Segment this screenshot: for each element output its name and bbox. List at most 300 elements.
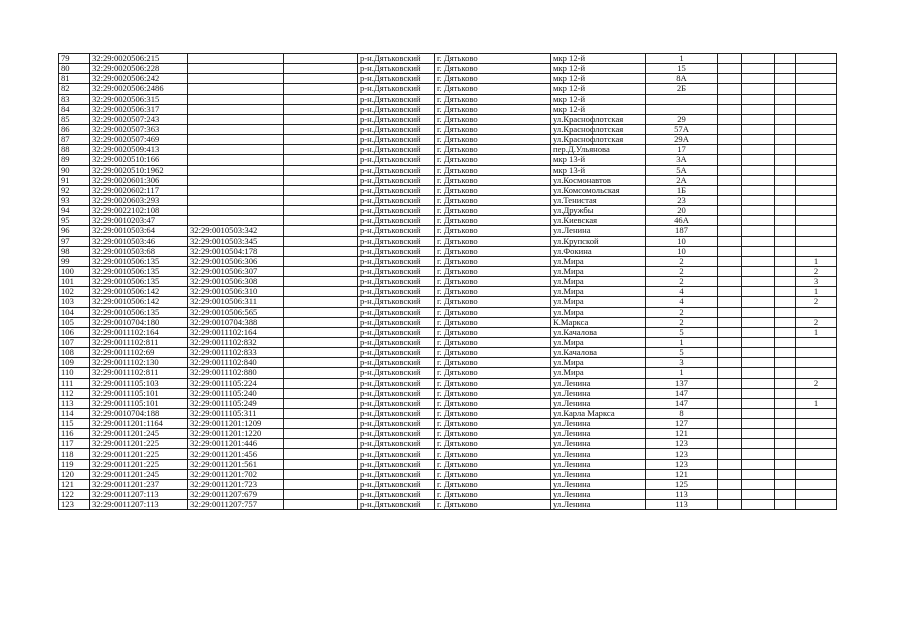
row-number-cell: 103 bbox=[59, 297, 90, 307]
object-cadastral-number-cell bbox=[188, 124, 284, 134]
building-cell bbox=[718, 94, 742, 104]
table-row bbox=[59, 327, 837, 337]
cadastral-number-cell: 32:29:0010704:188 bbox=[90, 408, 188, 418]
part-cell bbox=[775, 358, 796, 368]
part-cell bbox=[775, 449, 796, 459]
structure-cell bbox=[742, 459, 775, 469]
cadastral-number-cell: 32:29:0011105:101 bbox=[90, 388, 188, 398]
part-cell bbox=[775, 368, 796, 378]
cadastral-number-cell: 32:29:0011201:225 bbox=[90, 439, 188, 449]
structure-cell bbox=[742, 195, 775, 205]
row-number-cell: 88 bbox=[59, 145, 90, 155]
building-cell bbox=[718, 317, 742, 327]
street-cell: ул.Ленина bbox=[551, 226, 646, 236]
settlement-cell: г. Дятьково bbox=[435, 307, 551, 317]
district-cell: р-н.Дятьковский bbox=[358, 459, 435, 469]
structure-cell bbox=[742, 317, 775, 327]
apartment-number-cell bbox=[796, 348, 837, 358]
table-row bbox=[59, 256, 837, 266]
structure-cell bbox=[742, 206, 775, 216]
object-cadastral-number-cell: 32:29:0011105:240 bbox=[188, 388, 284, 398]
table-row bbox=[59, 378, 837, 388]
object-cadastral-number-cell: 32:29:0011102:840 bbox=[188, 358, 284, 368]
structure-cell bbox=[742, 246, 775, 256]
structure-cell bbox=[742, 398, 775, 408]
district-cell: р-н.Дятьковский bbox=[358, 246, 435, 256]
part-cell bbox=[775, 388, 796, 398]
house-number-cell: 121 bbox=[646, 429, 718, 439]
table-row bbox=[59, 246, 837, 256]
row-number-cell: 101 bbox=[59, 277, 90, 287]
cadastral-number-cell: 32:29:0022102:108 bbox=[90, 206, 188, 216]
street-cell: ул.Ленина bbox=[551, 378, 646, 388]
part-cell bbox=[775, 185, 796, 195]
structure-cell bbox=[742, 175, 775, 185]
street-cell: ул.Комсомольская bbox=[551, 185, 646, 195]
row-number-cell: 105 bbox=[59, 317, 90, 327]
table-row bbox=[59, 348, 837, 358]
part-cell bbox=[775, 175, 796, 185]
apartment-number-cell bbox=[796, 124, 837, 134]
part-cell bbox=[775, 469, 796, 479]
table-row bbox=[59, 469, 837, 479]
apartment-number-cell bbox=[796, 307, 837, 317]
street-cell: ул.Мира bbox=[551, 358, 646, 368]
street-cell: ул.Киевская bbox=[551, 216, 646, 226]
building-cell bbox=[718, 246, 742, 256]
district-cell: р-н.Дятьковский bbox=[358, 317, 435, 327]
building-cell bbox=[718, 124, 742, 134]
settlement-cell: г. Дятьково bbox=[435, 337, 551, 347]
building-cell bbox=[718, 388, 742, 398]
row-number-cell: 79 bbox=[59, 54, 90, 64]
settlement-cell: г. Дятьково bbox=[435, 459, 551, 469]
part-cell bbox=[775, 84, 796, 94]
district-cell: р-н.Дятьковский bbox=[358, 419, 435, 429]
building-cell bbox=[718, 114, 742, 124]
apartment-number-cell bbox=[796, 155, 837, 165]
building-cell bbox=[718, 287, 742, 297]
house-number-cell: 2 bbox=[646, 266, 718, 276]
apartment-number-cell bbox=[796, 145, 837, 155]
extra-field-cell bbox=[284, 104, 358, 114]
district-cell: р-н.Дятьковский bbox=[358, 449, 435, 459]
extra-field-cell bbox=[284, 378, 358, 388]
house-number-cell: 2Б bbox=[646, 84, 718, 94]
house-number-cell: 123 bbox=[646, 449, 718, 459]
district-cell: р-н.Дятьковский bbox=[358, 378, 435, 388]
house-number-cell: 17 bbox=[646, 145, 718, 155]
building-cell bbox=[718, 266, 742, 276]
cadastral-number-cell: 32:29:0010506:142 bbox=[90, 297, 188, 307]
extra-field-cell bbox=[284, 195, 358, 205]
table-row bbox=[59, 277, 837, 287]
table-row bbox=[59, 459, 837, 469]
cadastral-number-cell: 32:29:0010506:135 bbox=[90, 256, 188, 266]
district-cell: р-н.Дятьковский bbox=[358, 54, 435, 64]
part-cell bbox=[775, 408, 796, 418]
apartment-number-cell bbox=[796, 114, 837, 124]
street-cell: ул.Качалова bbox=[551, 327, 646, 337]
object-cadastral-number-cell bbox=[188, 104, 284, 114]
table-row bbox=[59, 500, 837, 510]
settlement-cell: г. Дятьково bbox=[435, 175, 551, 185]
apartment-number-cell bbox=[796, 104, 837, 114]
part-cell bbox=[775, 155, 796, 165]
object-cadastral-number-cell: 32:29:0010503:342 bbox=[188, 226, 284, 236]
table-row bbox=[59, 236, 837, 246]
extra-field-cell bbox=[284, 469, 358, 479]
extra-field-cell bbox=[284, 388, 358, 398]
building-cell bbox=[718, 429, 742, 439]
structure-cell bbox=[742, 236, 775, 246]
street-cell: ул.Ленина bbox=[551, 429, 646, 439]
cadastral-number-cell: 32:29:0010506:135 bbox=[90, 277, 188, 287]
table-row bbox=[59, 479, 837, 489]
object-cadastral-number-cell bbox=[188, 114, 284, 124]
extra-field-cell bbox=[284, 419, 358, 429]
object-cadastral-number-cell: 32:29:0011105:249 bbox=[188, 398, 284, 408]
building-cell bbox=[718, 358, 742, 368]
apartment-number-cell bbox=[796, 459, 837, 469]
building-cell bbox=[718, 408, 742, 418]
row-number-cell: 100 bbox=[59, 266, 90, 276]
row-number-cell: 104 bbox=[59, 307, 90, 317]
part-cell bbox=[775, 64, 796, 74]
cadastral-number-cell: 32:29:0011102:130 bbox=[90, 358, 188, 368]
cadastral-number-cell: 32:29:0011105:101 bbox=[90, 398, 188, 408]
object-cadastral-number-cell bbox=[188, 195, 284, 205]
extra-field-cell bbox=[284, 490, 358, 500]
row-number-cell: 112 bbox=[59, 388, 90, 398]
building-cell bbox=[718, 54, 742, 64]
extra-field-cell bbox=[284, 165, 358, 175]
district-cell: р-н.Дятьковский bbox=[358, 297, 435, 307]
extra-field-cell bbox=[284, 439, 358, 449]
table-row bbox=[59, 94, 837, 104]
structure-cell bbox=[742, 124, 775, 134]
cadastral-number-cell: 32:29:0020506:242 bbox=[90, 74, 188, 84]
apartment-number-cell bbox=[796, 165, 837, 175]
table-row bbox=[59, 54, 837, 64]
building-cell bbox=[718, 337, 742, 347]
house-number-cell: 147 bbox=[646, 388, 718, 398]
structure-cell bbox=[742, 327, 775, 337]
settlement-cell: г. Дятьково bbox=[435, 348, 551, 358]
settlement-cell: г. Дятьково bbox=[435, 246, 551, 256]
street-cell: ул.Мира bbox=[551, 337, 646, 347]
part-cell bbox=[775, 337, 796, 347]
apartment-number-cell bbox=[796, 429, 837, 439]
table-row bbox=[59, 408, 837, 418]
part-cell bbox=[775, 236, 796, 246]
structure-cell bbox=[742, 277, 775, 287]
street-cell: мкр 13-й bbox=[551, 165, 646, 175]
cadastral-number-cell: 32:29:0020506:228 bbox=[90, 64, 188, 74]
structure-cell bbox=[742, 490, 775, 500]
row-number-cell: 87 bbox=[59, 135, 90, 145]
row-number-cell: 80 bbox=[59, 64, 90, 74]
structure-cell bbox=[742, 297, 775, 307]
object-cadastral-number-cell: 32:29:0010503:345 bbox=[188, 236, 284, 246]
table-row bbox=[59, 358, 837, 368]
extra-field-cell bbox=[284, 226, 358, 236]
house-number-cell: 1 bbox=[646, 337, 718, 347]
settlement-cell: г. Дятьково bbox=[435, 135, 551, 145]
table-row bbox=[59, 185, 837, 195]
house-number-cell: 2 bbox=[646, 307, 718, 317]
object-cadastral-number-cell bbox=[188, 185, 284, 195]
settlement-cell: г. Дятьково bbox=[435, 74, 551, 84]
building-cell bbox=[718, 84, 742, 94]
settlement-cell: г. Дятьково bbox=[435, 84, 551, 94]
cadastral-number-cell: 32:29:0020509:413 bbox=[90, 145, 188, 155]
structure-cell bbox=[742, 479, 775, 489]
row-number-cell: 90 bbox=[59, 165, 90, 175]
structure-cell bbox=[742, 408, 775, 418]
street-cell: мкр 12-й bbox=[551, 74, 646, 84]
building-cell bbox=[718, 419, 742, 429]
part-cell bbox=[775, 327, 796, 337]
object-cadastral-number-cell: 32:29:0011207:757 bbox=[188, 500, 284, 510]
settlement-cell: г. Дятьково bbox=[435, 155, 551, 165]
district-cell: р-н.Дятьковский bbox=[358, 348, 435, 358]
building-cell bbox=[718, 398, 742, 408]
settlement-cell: г. Дятьково bbox=[435, 266, 551, 276]
street-cell: ул.Мира bbox=[551, 297, 646, 307]
object-cadastral-number-cell: 32:29:0011102:164 bbox=[188, 327, 284, 337]
street-cell: ул.Ленина bbox=[551, 490, 646, 500]
apartment-number-cell bbox=[796, 500, 837, 510]
table-row bbox=[59, 216, 837, 226]
extra-field-cell bbox=[284, 368, 358, 378]
settlement-cell: г. Дятьково bbox=[435, 216, 551, 226]
object-cadastral-number-cell: 32:29:0011201:446 bbox=[188, 439, 284, 449]
extra-field-cell bbox=[284, 236, 358, 246]
street-cell: ул.Тенистая bbox=[551, 195, 646, 205]
part-cell bbox=[775, 124, 796, 134]
apartment-number-cell bbox=[796, 206, 837, 216]
part-cell bbox=[775, 297, 796, 307]
extra-field-cell bbox=[284, 135, 358, 145]
table-row bbox=[59, 307, 837, 317]
street-cell: ул.Карла Маркса bbox=[551, 408, 646, 418]
part-cell bbox=[775, 429, 796, 439]
house-number-cell: 8А bbox=[646, 74, 718, 84]
apartment-number-cell bbox=[796, 419, 837, 429]
row-number-cell: 84 bbox=[59, 104, 90, 114]
district-cell: р-н.Дятьковский bbox=[358, 175, 435, 185]
apartment-number-cell: 1 bbox=[796, 287, 837, 297]
table-row bbox=[59, 490, 837, 500]
apartment-number-cell bbox=[796, 479, 837, 489]
extra-field-cell bbox=[284, 327, 358, 337]
settlement-cell: г. Дятьково bbox=[435, 104, 551, 114]
object-cadastral-number-cell: 32:29:0010506:311 bbox=[188, 297, 284, 307]
object-cadastral-number-cell: 32:29:0011207:679 bbox=[188, 490, 284, 500]
cadastral-number-cell: 32:29:0011201:1164 bbox=[90, 419, 188, 429]
object-cadastral-number-cell: 32:29:0010506:310 bbox=[188, 287, 284, 297]
row-number-cell: 81 bbox=[59, 74, 90, 84]
settlement-cell: г. Дятьково bbox=[435, 479, 551, 489]
cadastral-number-cell: 32:29:0020603:293 bbox=[90, 195, 188, 205]
cadastral-number-cell: 32:29:0010503:68 bbox=[90, 246, 188, 256]
district-cell: р-н.Дятьковский bbox=[358, 104, 435, 114]
settlement-cell: г. Дятьково bbox=[435, 500, 551, 510]
apartment-number-cell: 1 bbox=[796, 398, 837, 408]
district-cell: р-н.Дятьковский bbox=[358, 135, 435, 145]
registry-table bbox=[58, 53, 837, 510]
district-cell: р-н.Дятьковский bbox=[358, 195, 435, 205]
part-cell bbox=[775, 226, 796, 236]
part-cell bbox=[775, 195, 796, 205]
cadastral-number-cell: 32:29:0020506:315 bbox=[90, 94, 188, 104]
building-cell bbox=[718, 500, 742, 510]
house-number-cell: 4 bbox=[646, 297, 718, 307]
house-number-cell: 127 bbox=[646, 419, 718, 429]
house-number-cell: 1 bbox=[646, 368, 718, 378]
district-cell: р-н.Дятьковский bbox=[358, 114, 435, 124]
row-number-cell: 115 bbox=[59, 419, 90, 429]
object-cadastral-number-cell: 32:29:0011105:311 bbox=[188, 408, 284, 418]
settlement-cell: г. Дятьково bbox=[435, 226, 551, 236]
row-number-cell: 107 bbox=[59, 337, 90, 347]
extra-field-cell bbox=[284, 84, 358, 94]
table-row bbox=[59, 419, 837, 429]
part-cell bbox=[775, 104, 796, 114]
row-number-cell: 113 bbox=[59, 398, 90, 408]
house-number-cell bbox=[646, 104, 718, 114]
house-number-cell: 121 bbox=[646, 469, 718, 479]
row-number-cell: 98 bbox=[59, 246, 90, 256]
cadastral-number-cell: 32:29:0020507:363 bbox=[90, 124, 188, 134]
house-number-cell: 10 bbox=[646, 246, 718, 256]
street-cell: ул.Мира bbox=[551, 266, 646, 276]
house-number-cell: 137 bbox=[646, 378, 718, 388]
structure-cell bbox=[742, 287, 775, 297]
part-cell bbox=[775, 54, 796, 64]
object-cadastral-number-cell: 32:29:0010506:308 bbox=[188, 277, 284, 287]
settlement-cell: г. Дятьково bbox=[435, 94, 551, 104]
street-cell: ул.Ленина bbox=[551, 419, 646, 429]
cadastral-number-cell: 32:29:0020602:117 bbox=[90, 185, 188, 195]
apartment-number-cell: 2 bbox=[796, 297, 837, 307]
extra-field-cell bbox=[284, 297, 358, 307]
structure-cell bbox=[742, 94, 775, 104]
structure-cell bbox=[742, 104, 775, 114]
structure-cell bbox=[742, 74, 775, 84]
row-number-cell: 119 bbox=[59, 459, 90, 469]
settlement-cell: г. Дятьково bbox=[435, 368, 551, 378]
cadastral-number-cell: 32:29:0020506:2486 bbox=[90, 84, 188, 94]
cadastral-number-cell: 32:29:0011201:245 bbox=[90, 429, 188, 439]
extra-field-cell bbox=[284, 74, 358, 84]
part-cell bbox=[775, 135, 796, 145]
object-cadastral-number-cell bbox=[188, 206, 284, 216]
part-cell bbox=[775, 287, 796, 297]
structure-cell bbox=[742, 378, 775, 388]
cadastral-number-cell: 32:29:0020510:166 bbox=[90, 155, 188, 165]
building-cell bbox=[718, 195, 742, 205]
cadastral-number-cell: 32:29:0010506:135 bbox=[90, 266, 188, 276]
district-cell: р-н.Дятьковский bbox=[358, 155, 435, 165]
building-cell bbox=[718, 145, 742, 155]
part-cell bbox=[775, 277, 796, 287]
extra-field-cell bbox=[284, 94, 358, 104]
street-cell: мкр 12-й bbox=[551, 54, 646, 64]
part-cell bbox=[775, 348, 796, 358]
house-number-cell: 57А bbox=[646, 124, 718, 134]
cadastral-number-cell: 32:29:0011201:237 bbox=[90, 479, 188, 489]
cadastral-number-cell: 32:29:0020510:1962 bbox=[90, 165, 188, 175]
house-number-cell bbox=[646, 94, 718, 104]
row-number-cell: 89 bbox=[59, 155, 90, 165]
structure-cell bbox=[742, 439, 775, 449]
settlement-cell: г. Дятьково bbox=[435, 114, 551, 124]
table-row bbox=[59, 266, 837, 276]
house-number-cell: 2А bbox=[646, 175, 718, 185]
structure-cell bbox=[742, 114, 775, 124]
row-number-cell: 94 bbox=[59, 206, 90, 216]
district-cell: р-н.Дятьковский bbox=[358, 64, 435, 74]
district-cell: р-н.Дятьковский bbox=[358, 388, 435, 398]
structure-cell bbox=[742, 500, 775, 510]
settlement-cell: г. Дятьково bbox=[435, 277, 551, 287]
street-cell: ул.Мира bbox=[551, 368, 646, 378]
district-cell: р-н.Дятьковский bbox=[358, 429, 435, 439]
street-cell: ул.Мира bbox=[551, 277, 646, 287]
part-cell bbox=[775, 317, 796, 327]
apartment-number-cell bbox=[796, 64, 837, 74]
apartment-number-cell bbox=[796, 368, 837, 378]
district-cell: р-н.Дятьковский bbox=[358, 266, 435, 276]
apartment-number-cell bbox=[796, 84, 837, 94]
settlement-cell: г. Дятьково bbox=[435, 256, 551, 266]
district-cell: р-н.Дятьковский bbox=[358, 84, 435, 94]
table-row bbox=[59, 114, 837, 124]
structure-cell bbox=[742, 145, 775, 155]
part-cell bbox=[775, 398, 796, 408]
building-cell bbox=[718, 104, 742, 114]
apartment-number-cell: 2 bbox=[796, 266, 837, 276]
building-cell bbox=[718, 378, 742, 388]
house-number-cell: 46А bbox=[646, 216, 718, 226]
cadastral-number-cell: 32:29:0020507:243 bbox=[90, 114, 188, 124]
part-cell bbox=[775, 256, 796, 266]
settlement-cell: г. Дятьково bbox=[435, 439, 551, 449]
object-cadastral-number-cell bbox=[188, 155, 284, 165]
district-cell: р-н.Дятьковский bbox=[358, 236, 435, 246]
building-cell bbox=[718, 490, 742, 500]
row-number-cell: 123 bbox=[59, 500, 90, 510]
district-cell: р-н.Дятьковский bbox=[358, 216, 435, 226]
apartment-number-cell bbox=[796, 94, 837, 104]
extra-field-cell bbox=[284, 114, 358, 124]
row-number-cell: 92 bbox=[59, 185, 90, 195]
row-number-cell: 83 bbox=[59, 94, 90, 104]
row-number-cell: 122 bbox=[59, 490, 90, 500]
object-cadastral-number-cell: 32:29:0011201:1209 bbox=[188, 419, 284, 429]
object-cadastral-number-cell bbox=[188, 135, 284, 145]
object-cadastral-number-cell bbox=[188, 54, 284, 64]
row-number-cell: 86 bbox=[59, 124, 90, 134]
cadastral-number-cell: 32:29:0011201:225 bbox=[90, 449, 188, 459]
part-cell bbox=[775, 246, 796, 256]
settlement-cell: г. Дятьково bbox=[435, 236, 551, 246]
street-cell: ул.Космонавтов bbox=[551, 175, 646, 185]
table-row bbox=[59, 145, 837, 155]
object-cadastral-number-cell bbox=[188, 74, 284, 84]
